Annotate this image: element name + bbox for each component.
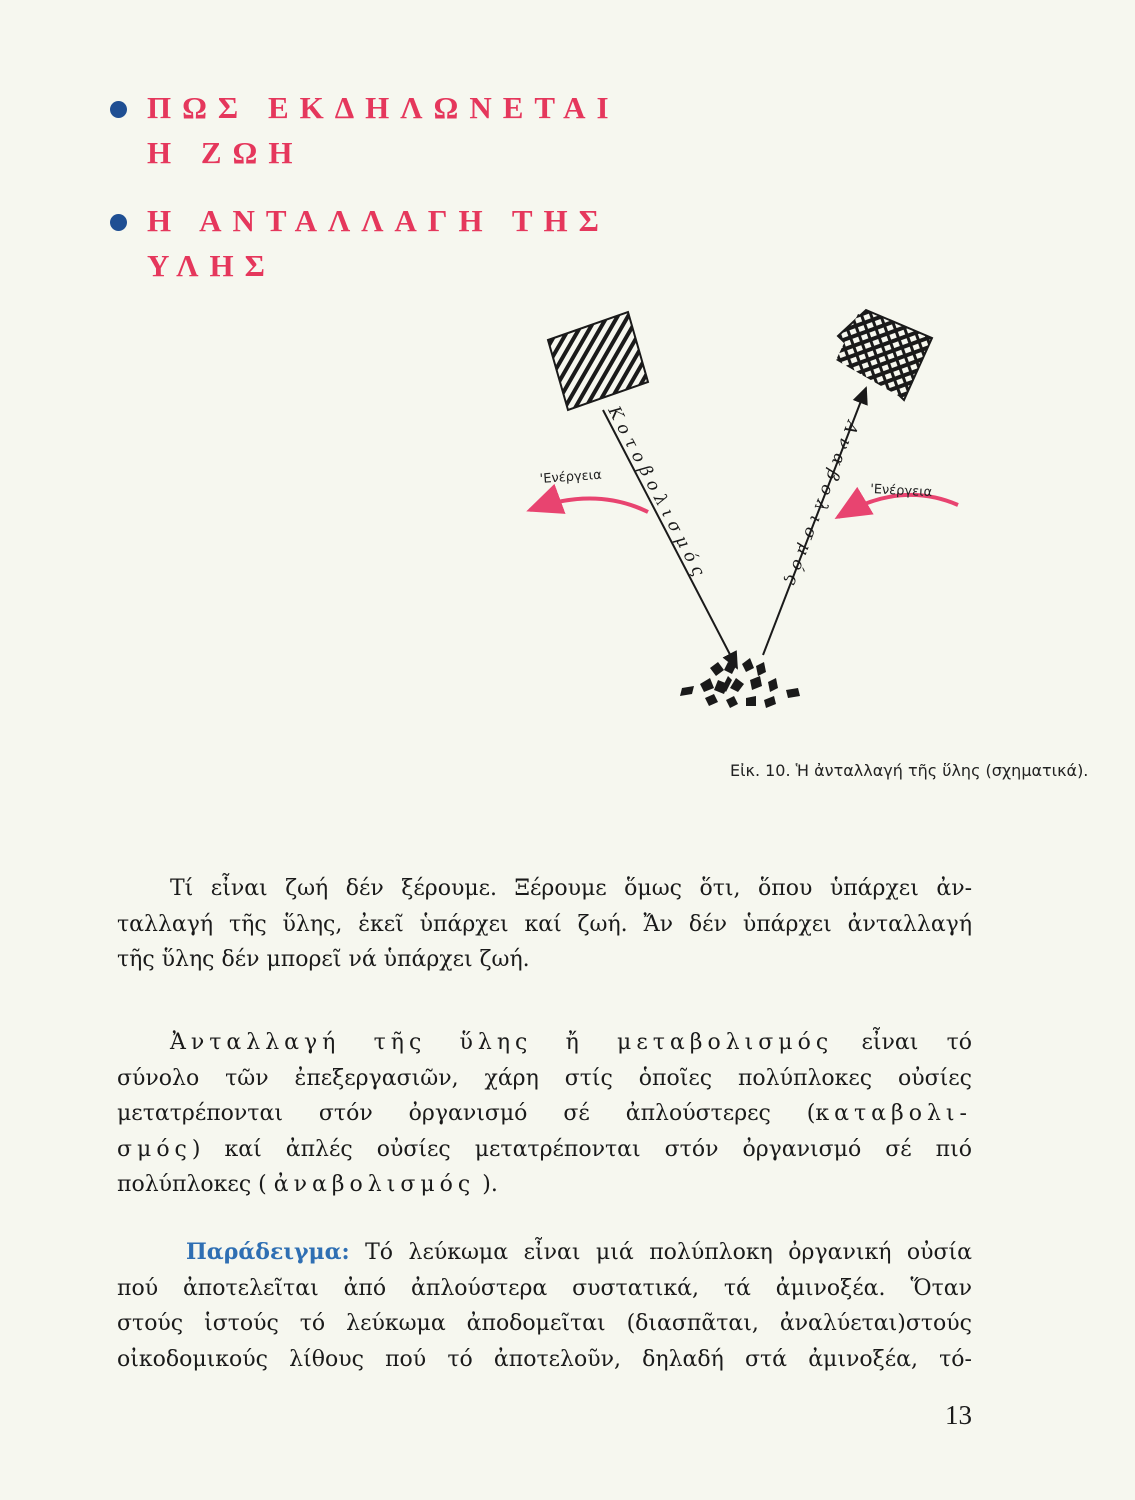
example-label: Παράδειγμα:	[186, 1239, 350, 1265]
paragraph-2-line-3-text: μετατρέπονται στόν ὀργανισμό σέ ἀπλούστερες (	[117, 1101, 816, 1126]
page-number: 13	[945, 1400, 972, 1430]
paragraph-2-line-4	[117, 1132, 972, 1168]
paragraph-2	[117, 1025, 972, 1203]
energy-label-left: 'Ενέργεια	[539, 467, 603, 487]
paragraph-2-line-2: σύνολο τῶν ἐπεξεργασιῶν, χάρη στίς ὁποῖες πολύπλοκες οὐσίες	[117, 1065, 972, 1091]
term-catabolism-part-2: σμός	[117, 1136, 192, 1162]
paragraph-2-line-3	[117, 1096, 972, 1132]
complex-substance-right	[836, 310, 932, 400]
bullet-dot-2	[110, 214, 127, 231]
paragraph-1-line-1: Τί εἶναι ζωή δέν ξέρουμε. Ξέρουμε ὅμως ὅτι, ὅπου ὑπάρχει ἀν-	[170, 876, 972, 901]
paragraph-2-line-5-text: πολύπλοκες (	[117, 1172, 267, 1197]
term-anabolism: ἀναβολισμός	[273, 1172, 476, 1197]
energy-out-arrow	[530, 498, 648, 512]
paragraph-2-line-4-text: ) καί ἀπλές οὐσίες μετατρέπονται στόν ὀργανισμό σέ πιό	[191, 1136, 972, 1162]
complex-substance-left	[548, 312, 648, 410]
term-metabolism: Ἀνταλλαγή τῆς ὕλης ἤ μεταβολισμός	[170, 1030, 834, 1055]
bullet-dot-1	[110, 101, 127, 118]
section-heading-1-line-2: Η ΖΩΗ	[147, 135, 304, 170]
paragraph-3-line-4: οἰκοδομικούς λίθους πού τό ἀποτελοῦν, δηλαδή στά ἀμινοξέα, τό-	[117, 1346, 972, 1372]
section-heading-2-line-1: Η ΑΝΤΑΛΛΑΓΗ ΤΗΣ	[147, 203, 610, 238]
figure-caption: Εἰκ. 10. Ἡ ἀνταλλαγή τῆς ὕλης (σχηματικά).	[730, 761, 1089, 780]
paragraph-3-line-1	[117, 1235, 972, 1271]
anabolism-label: Αναβολισμός	[778, 418, 863, 594]
paragraph-2-line-1-rest: εἶναι τό	[861, 1030, 972, 1055]
simple-substances-cluster	[680, 658, 800, 708]
paragraph-3-line-1-text: Τό λεύκωμα εἶναι μιά πολύπλοκη ὀργανική οὐσία	[349, 1240, 972, 1265]
paragraph-2-line-1	[117, 1025, 972, 1061]
paragraph-2-line-5	[117, 1167, 972, 1203]
section-heading-1-line-1: ΠΩΣ ΕΚΔΗΛΩΝΕΤΑΙ	[147, 90, 620, 125]
paragraph-1-line-2: ταλλαγή τῆς ὕλης, ἐκεῖ ὑπάρχει καί ζωή. Ἄν δέν ὑπάρχει ἀνταλλαγή	[117, 911, 972, 937]
metabolism-diagram	[500, 300, 980, 720]
paragraph-3-line-3: στούς ἱστούς τό λεύκωμα ἀποδομεῖται (διασπᾶται, ἀναλύεται)στούς	[117, 1311, 972, 1336]
term-catabolism-part-1: καταβολι-	[815, 1101, 972, 1126]
paragraph-1	[117, 871, 972, 978]
energy-label-right: 'Ενέργεια	[869, 482, 933, 501]
section-heading-2-line-2: ΥΛΗΣ	[147, 248, 276, 283]
paragraph-2-line-5-end: ).	[482, 1172, 498, 1197]
paragraph-3	[117, 1235, 972, 1377]
catabolism-label: Κοτοβολισμός	[603, 403, 712, 585]
paragraph-1-line-3: τῆς ὕλης δέν μπορεῖ νά ὑπάρχει ζωή.	[117, 947, 530, 972]
paragraph-3-line-2: πού ἀποτελεῖται ἀπό ἀπλούστερα συστατικά, τά ἀμινοξέα. Ὅταν	[117, 1275, 972, 1301]
